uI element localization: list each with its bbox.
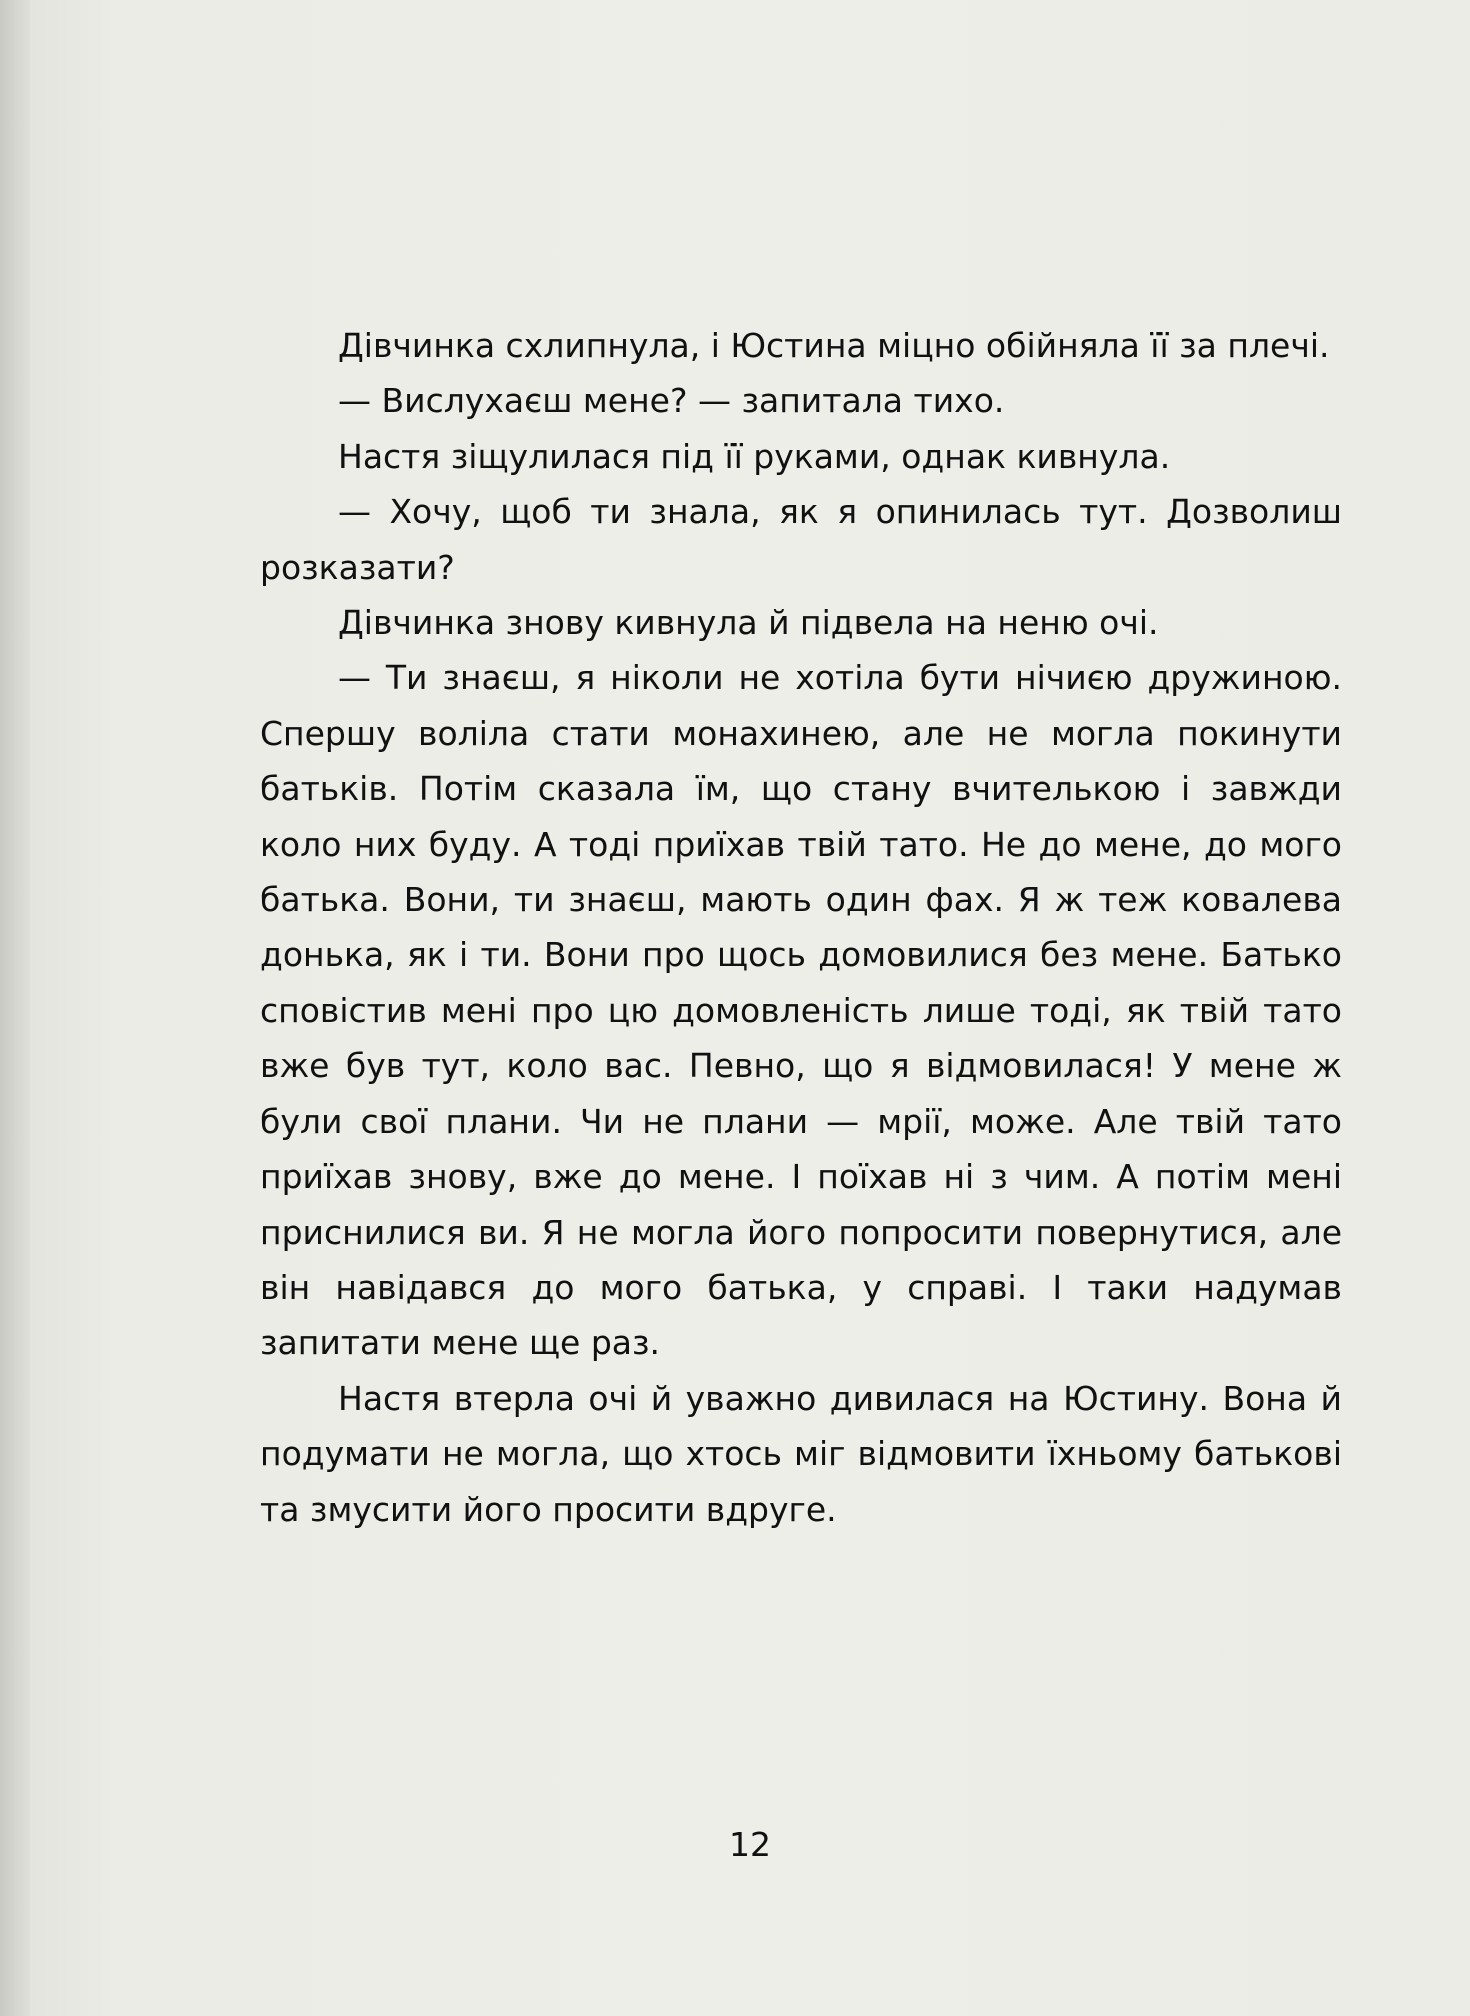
paragraph-2: — Вислухаєш мене? — запитала тихо.	[338, 381, 1005, 421]
paragraph-6: — Ти знаєш, я ніколи не хотіла бути нічиєю дружиною. Спершу воліла стати монахинею, але не могла покинути батьків. Потім сказала їм, що стану вчителькою і завжди коло них буду. А тоді приїхав твій тато. Не до мене, до мого батька. Вони, ти знаєш, мають один фах. Я ж теж ковалева донька, як і ти. Вони про щось домовилися без мене. Батько сповістив мені про цю домовленість лише тоді, як твій тато вже був тут, коло вас. Певно, що я відмовилася! У мене ж були свої плани. Чи не плани — мрії, може. Але твій тато приїхав знову, вже до мене. І поїхав ні з чим. А потім мені приснилися ви. Я не могла його попросити повернутися, але він навідався до мого батька, у справі. І таки надумав запитати мене ще раз.	[260, 658, 1342, 1363]
paragraph-5: Дівчинка знову кивнула й підвела на неню очі.	[338, 603, 1159, 643]
page-number: 12	[729, 1825, 771, 1864]
book-page	[30, 0, 1470, 2016]
paragraph-7: Настя втерла очі й уважно дивилася на Юстину. Вона й подумати не могла, що хтось міг відмовити їхньому батькові та змусити його просити вдруге.	[260, 1378, 1342, 1529]
paragraph-1: Дівчинка схлипнула, і Юстина міцно обійняла її за плечі.	[338, 326, 1330, 365]
page-text	[260, 318, 1342, 1537]
page-spine-shadow	[0, 0, 34, 2016]
paragraph-3: Настя зіщулилася під її руками, однак кивнула.	[338, 436, 1171, 476]
paragraph-4: — Хочу, щоб ти знала, як я опинилась тут. Дозволиш розказати?	[260, 492, 1342, 587]
